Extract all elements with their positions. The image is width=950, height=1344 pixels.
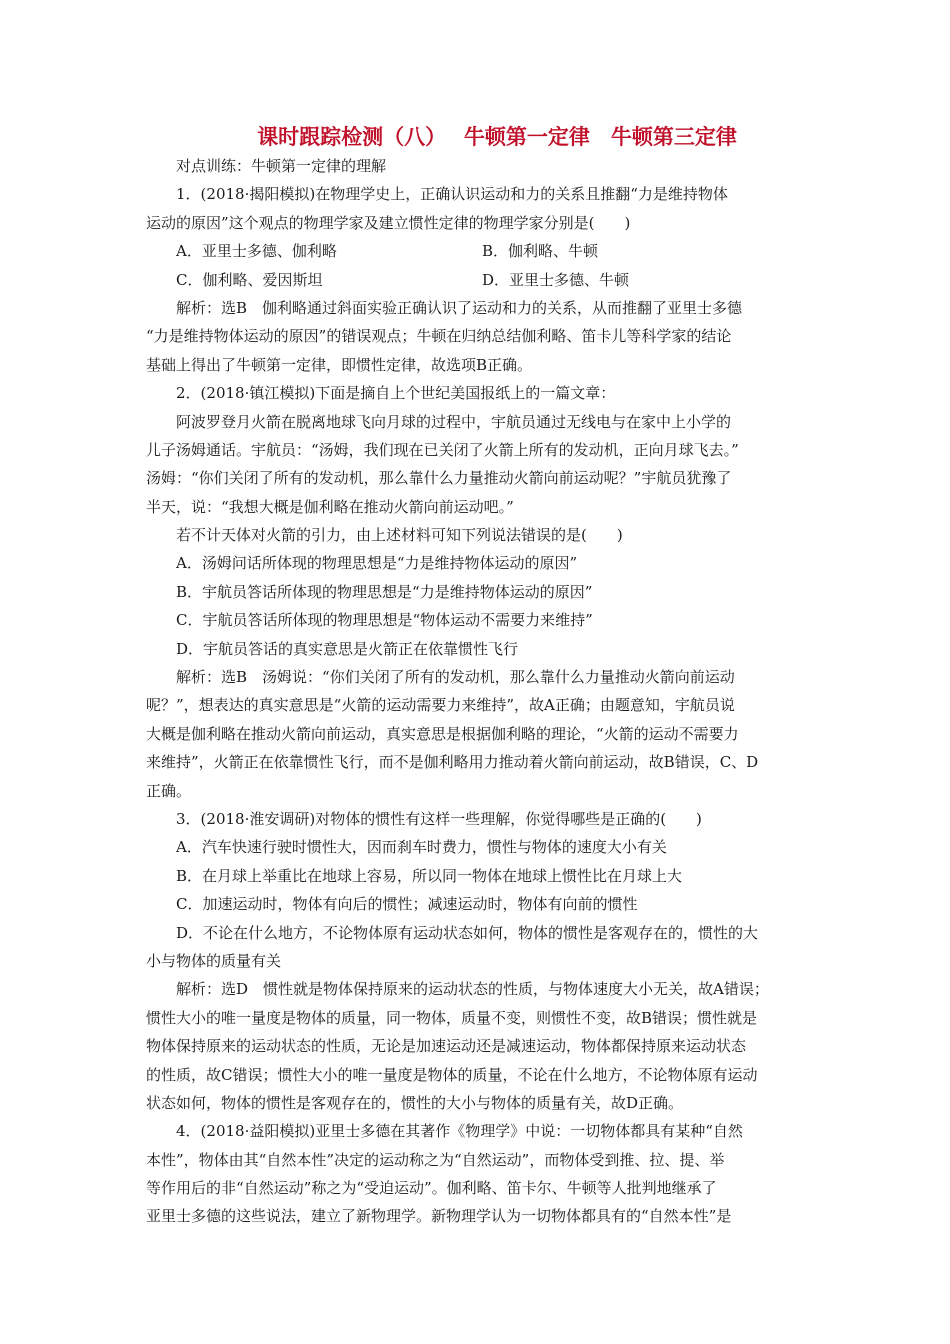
question-text-line: 若不计天体对火箭的引力，由上述材料可知下列说法错误的是( ) (176, 526, 623, 545)
question-text-line: 运动的原因”这个观点的物理学家及建立惯性定律的物理学家分别是( ) (146, 213, 631, 232)
page-title: 课时跟踪检测（八） 牛顿第一定律 牛顿第三定律 (257, 124, 737, 149)
analysis-line: “力是维持物体运动的原因”的错误观点；牛顿在归纳总结伽利略、笛卡儿等科学家的结论 (146, 327, 732, 346)
question-text-line: 等作用后的非“自然运动”称之为“受迫运动”。伽利略、笛卡尔、牛顿等人批判地继承了 (146, 1179, 717, 1198)
passage-line: 阿波罗登月火箭在脱离地球飞向月球的过程中，宇航员通过无线电与在家中上小学的 (176, 412, 732, 431)
option-row (146, 237, 808, 265)
question-1 (146, 180, 808, 379)
option-a: A．汤姆问话所体现的物理思想是“力是维持物体运动的原因” (176, 554, 578, 573)
passage-line: 儿子汤姆通话。宇航员：“汤姆，我们现在已关闭了火箭上所有的发动机，正向月球飞去。” (146, 440, 739, 459)
analysis-line: 正确。 (146, 781, 192, 800)
option-c: C．宇航员答话所体现的物理思想是“物体运动不需要力来维持” (176, 611, 593, 630)
option-row (146, 266, 808, 294)
question-text-line: 3．(2018·淮安调研)对物体的惯性有这样一些理解，你觉得哪些是正确的( ) (176, 809, 702, 828)
analysis-line: 呢？”，想表达的真实意思是“火箭的运动需要力来维持”，故A正确；由题意知，宇航员说 (146, 696, 735, 715)
question-text-line: 2．(2018·镇江模拟)下面是摘自上个世纪美国报纸上的一篇文章： (176, 384, 616, 403)
analysis-line: 解析：选B 汤姆说：“你们关闭了所有的发动机，那么靠什么力量推动火箭向前运动 (176, 668, 735, 687)
analysis-line: 解析：选D 惯性就是物体保持原来的运动状态的性质，与物体速度大小无关，故A错误； (176, 980, 769, 999)
analysis-line: 惯性大小的唯一量度是物体的质量，同一物体，质量不变，则惯性不变，故B错误；惯性就是 (146, 1008, 758, 1027)
question-text-line: 1．(2018·揭阳模拟)在物理学史上，正确认识运动和力的关系且推翻“力是维持物体 (176, 185, 728, 204)
analysis-line: 物体保持原来的运动状态的性质，无论是加速运动还是减速运动，物体都保持原来运动状态 (146, 1037, 747, 1056)
option-d-continuation: 小与物体的质量有关 (146, 951, 282, 970)
document-page (146, 122, 808, 1231)
option-b: B．宇航员答话所体现的物理思想是“力是维持物体运动的原因” (176, 582, 593, 601)
question-3 (146, 805, 808, 1117)
option-d: D．不论在什么地方，不论物体原有运动状态如何，物体的惯性是客观存在的，惯性的大 (176, 923, 759, 942)
analysis-line: 来维持”，火箭正在依靠惯性飞行，而不是伽利略用力推动着火箭向前运动，故B错误，C、D (146, 753, 759, 772)
question-2 (146, 379, 808, 805)
option-a: A．亚里士多德、伽利略 (176, 242, 337, 261)
question-text-line: 4．(2018·益阳模拟)亚里士多德在其著作《物理学》中说：一切物体都具有某种“自然 (176, 1122, 743, 1141)
option-b: B．伽利略、牛顿 (482, 242, 599, 261)
option-d: D．亚里士多德、牛顿 (482, 270, 630, 289)
analysis-line: 大概是伽利略在推动火箭向前运动，真实意思是根据伽利略的理论，“火箭的运动不需要力 (146, 724, 739, 743)
option-c: C．加速运动时，物体有向后的惯性；减速运动时，物体有向前的惯性 (176, 895, 638, 914)
question-text-line: 亚里士多德的这些说法，建立了新物理学。新物理学认为一切物体都具有的“自然本性”是 (146, 1207, 732, 1226)
option-d: D．宇航员答话的真实意思是火箭正在依靠惯性飞行 (176, 639, 519, 658)
analysis-line: 基础上得出了牛顿第一定律，即惯性定律，故选项B正确。 (146, 355, 533, 374)
section-heading: 对点训练：牛顿第一定律的理解 (176, 157, 387, 175)
question-text-line: 本性”，物体由其“自然本性”决定的运动称之为“自然运动”，而物体受到推、拉、提、举 (146, 1150, 725, 1169)
analysis-line: 的性质，故C错误；惯性大小的唯一量度是物体的质量，不论在什么地方，不论物体原有运动 (146, 1065, 758, 1084)
question-4 (146, 1117, 808, 1231)
option-c: C．伽利略、爱因斯坦 (176, 270, 323, 289)
analysis-line: 状态如何，物体的惯性是客观存在的，惯性的大小与物体的质量有关，故D正确。 (146, 1093, 684, 1112)
option-b: B．在月球上举重比在地球上容易，所以同一物体在地球上惯性比在月球上大 (176, 866, 683, 885)
passage-line: 半天，说：“我想大概是伽利略在推动火箭向前运动吧。” (146, 497, 514, 516)
passage-line: 汤姆：“你们关闭了所有的发动机，那么靠什么力量推动火箭向前运动呢？”宇航员犹豫了 (146, 469, 732, 488)
option-a: A．汽车快速行驶时惯性大，因而刹车时费力，惯性与物体的速度大小有关 (176, 838, 667, 857)
analysis-line: 解析：选B 伽利略通过斜面实验正确认识了运动和力的关系，从而推翻了亚里士多德 (176, 298, 743, 317)
